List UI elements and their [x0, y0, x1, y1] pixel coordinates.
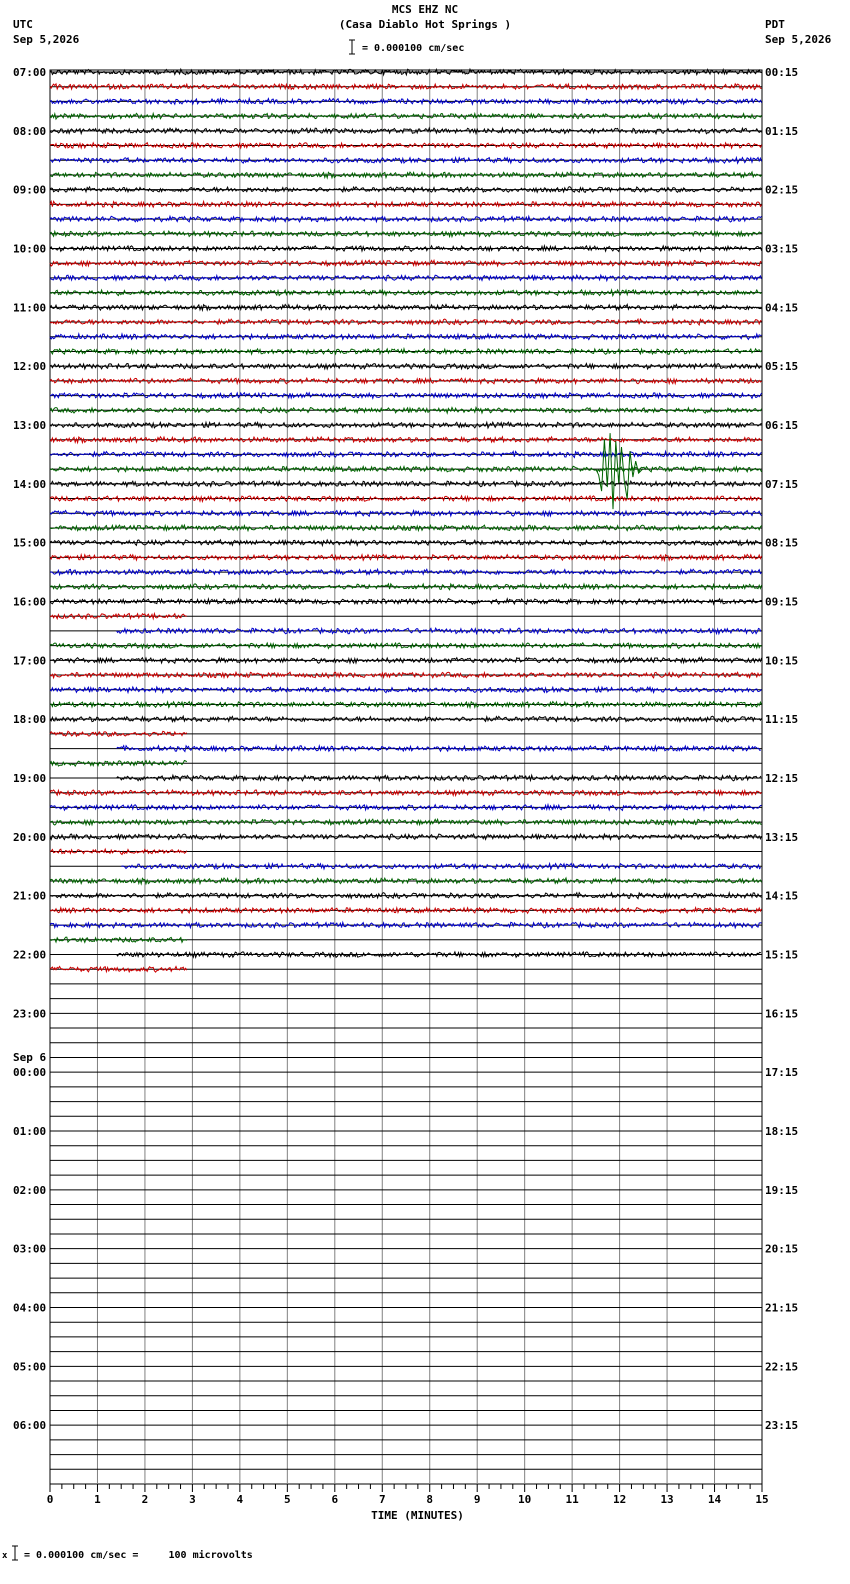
right-timezone: PDT	[765, 18, 785, 31]
date-change-label: Sep 6	[13, 1051, 47, 1065]
pdt-hour-label: 14:15	[765, 889, 799, 903]
seismic-trace	[50, 481, 762, 487]
utc-hour-label: 09:00	[13, 183, 47, 197]
seismic-trace	[117, 746, 761, 752]
utc-hour-label: 17:00	[13, 654, 47, 668]
utc-hour-label: 04:00	[13, 1301, 47, 1315]
x-tick-label: 14	[707, 1493, 722, 1506]
utc-hour-label: 20:00	[13, 830, 47, 844]
right-date: Sep 5,2026	[765, 33, 832, 46]
pdt-hour-label: 06:15	[765, 419, 799, 432]
x-tick-label: 1	[94, 1493, 101, 1506]
utc-hour-label: 14:00	[13, 477, 47, 491]
pdt-hour-label: 05:15	[765, 360, 799, 374]
pdt-hour-label: 02:15	[765, 183, 799, 197]
pdt-hour-label: 13:15	[765, 830, 799, 844]
pdt-hour-label: 09:15	[765, 595, 799, 609]
x-tick-label: 5	[284, 1493, 291, 1506]
footer-scale-note: = 0.000100 cm/sec = 100 microvolts	[24, 1550, 253, 1561]
utc-hour-label: 01:00	[13, 1125, 47, 1138]
x-tick-label: 12	[612, 1493, 627, 1506]
x-tick-label: 11	[565, 1493, 579, 1506]
seismic-trace	[50, 878, 762, 884]
plot-frame	[50, 70, 762, 1484]
x-tick-label: 15	[755, 1493, 769, 1506]
x-tick-label: 10	[518, 1493, 532, 1506]
x-tick-label: 8	[426, 1493, 434, 1506]
pdt-hour-label: 11:15	[765, 713, 799, 727]
pdt-hour-label: 08:15	[765, 536, 799, 550]
utc-hour-label: 02:00	[13, 1183, 47, 1197]
pdt-hour-label: 17:15	[765, 1066, 799, 1080]
utc-hour-label: 15:00	[13, 536, 47, 550]
pdt-hour-label: 07:15	[765, 477, 799, 491]
utc-hour-label: 05:00	[13, 1360, 47, 1374]
x-tick-label: 2	[141, 1493, 149, 1506]
utc-hour-label: 12:00	[13, 360, 47, 374]
pdt-hour-label: 03:15	[765, 242, 799, 256]
x-axis-label: TIME (MINUTES)	[371, 1509, 464, 1522]
pdt-hour-label: 01:15	[765, 124, 799, 138]
utc-hour-label: 19:00	[13, 772, 47, 785]
scale-label: = 0.000100 cm/sec	[362, 43, 465, 54]
pdt-hour-label: 18:15	[765, 1125, 799, 1138]
utc-hour-label: 22:00	[13, 948, 47, 962]
pdt-hour-label: 19:15	[765, 1183, 799, 1197]
utc-hour-label: 16:00	[13, 595, 47, 609]
pdt-hour-label: 21:15	[765, 1301, 799, 1315]
utc-hour-label: 00:00	[13, 1066, 47, 1080]
left-date: Sep 5,2026	[13, 33, 80, 46]
utc-hour-label: 13:00	[13, 419, 47, 432]
station-title: MCS EHZ NC	[391, 3, 459, 16]
site-subtitle: (Casa Diablo Hot Springs )	[338, 18, 512, 31]
utc-hour-label: 10:00	[13, 242, 47, 256]
seismic-trace	[50, 172, 762, 178]
utc-hour-label: 11:00	[13, 301, 47, 315]
x-tick-label: 9	[473, 1493, 481, 1506]
x-tick-label: 3	[189, 1493, 196, 1506]
pdt-hour-label: 00:15	[765, 66, 799, 79]
left-timezone: UTC	[13, 18, 33, 31]
pdt-hour-label: 15:15	[765, 948, 799, 962]
utc-hour-label: 06:00	[13, 1419, 47, 1433]
pdt-hour-label: 16:15	[765, 1007, 799, 1021]
x-tick-label: 0	[46, 1493, 54, 1506]
seismic-trace	[50, 569, 762, 575]
utc-hour-label: 07:00	[13, 66, 47, 79]
utc-hour-label: 08:00	[13, 124, 47, 138]
x-tick-label: 4	[236, 1493, 244, 1506]
x-tick-label: 7	[378, 1493, 386, 1506]
pdt-hour-label: 10:15	[765, 654, 799, 668]
pdt-hour-label: 23:15	[765, 1419, 799, 1433]
utc-hour-label: 23:00	[13, 1007, 47, 1021]
utc-hour-label: 21:00	[13, 889, 47, 903]
footer-marker: x	[2, 1551, 8, 1561]
pdt-hour-label: 20:15	[765, 1242, 799, 1256]
pdt-hour-label: 12:15	[765, 772, 799, 785]
seismic-trace	[50, 452, 762, 458]
x-tick-label: 6	[331, 1493, 339, 1506]
utc-hour-label: 18:00	[13, 713, 47, 727]
utc-hour-label: 03:00	[13, 1242, 47, 1256]
x-tick-label: 13	[660, 1493, 674, 1506]
pdt-hour-label: 22:15	[765, 1360, 799, 1374]
pdt-hour-label: 04:15	[765, 301, 799, 315]
